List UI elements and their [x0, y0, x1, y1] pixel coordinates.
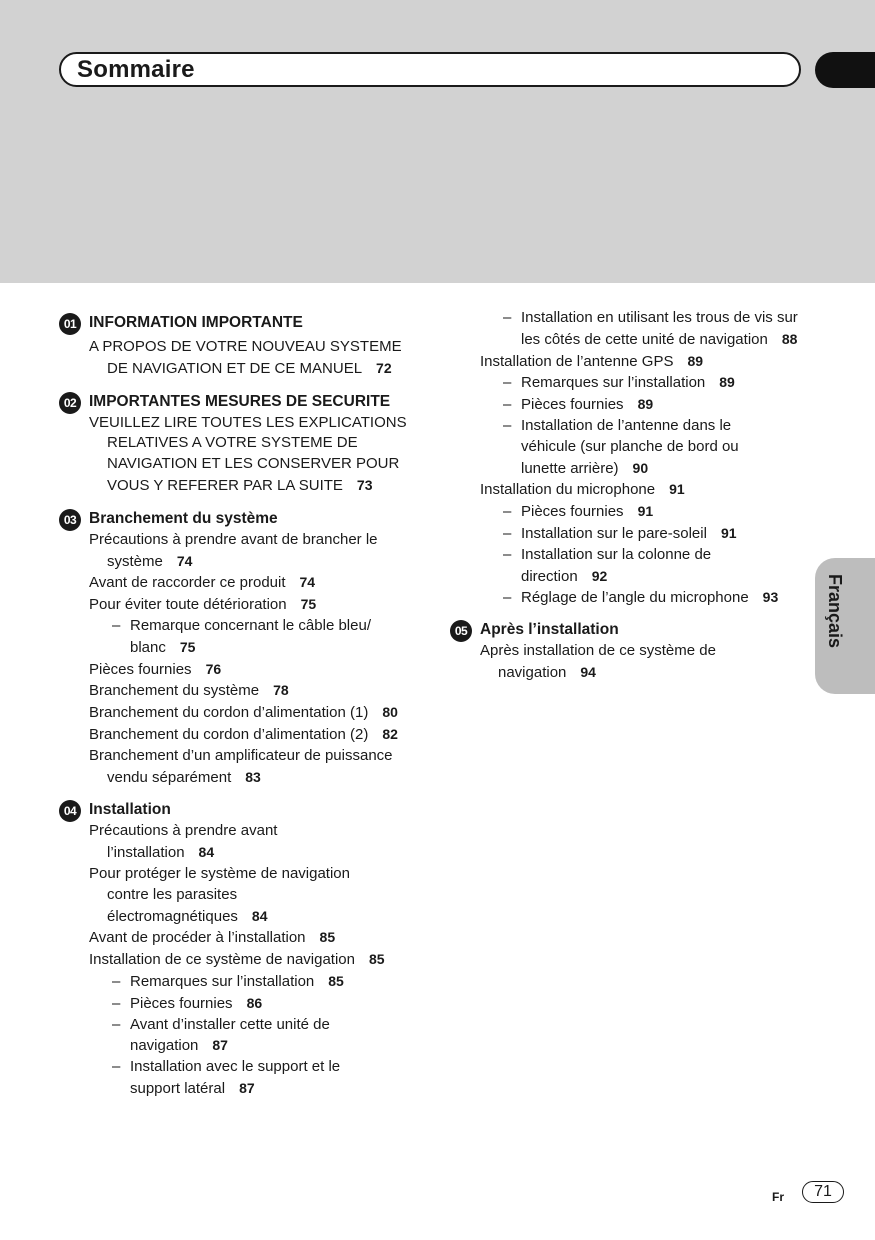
toc-subentry[interactable] — [480, 416, 810, 479]
entry-page: 91 — [669, 481, 685, 498]
dash-marker: – — [503, 589, 512, 607]
entry-text: Pièces fournies — [130, 994, 233, 1012]
entry-page: 90 — [632, 459, 649, 476]
entry-page: 89 — [719, 374, 735, 391]
section-number-badge: 01 — [59, 313, 81, 335]
entry-text: Après installation de ce système de navigation — [480, 642, 716, 681]
dash-marker: – — [503, 396, 512, 414]
toc-section-02 — [59, 391, 419, 497]
entry-page: 84 — [251, 907, 268, 924]
dash-marker: – — [112, 972, 121, 990]
entry-page: 78 — [273, 682, 289, 699]
dash-marker: – — [503, 545, 512, 563]
section-title: Installation — [89, 801, 171, 819]
page-number: 71 — [802, 1181, 844, 1203]
entry-text: Installation sur la colonne de direction — [521, 545, 712, 585]
entry-page: 94 — [580, 663, 596, 680]
entry-text: Avant de procéder à l’installation — [89, 929, 306, 947]
dash-marker: – — [112, 1015, 121, 1033]
entry-page: 83 — [245, 768, 261, 785]
entry-text: Installation du microphone — [480, 481, 656, 499]
section-title: INFORMATION IMPORTANTE — [89, 314, 303, 331]
entry-page: 85 — [319, 929, 336, 946]
dash-marker: – — [112, 616, 121, 634]
entry-page: 80 — [382, 704, 398, 721]
entry-text: Installation de l’antenne GPS — [480, 352, 674, 370]
toc-entry[interactable] — [89, 659, 419, 681]
entry-text: Pour protéger le système de navigation contre les parasites électromagnétiques — [89, 864, 350, 925]
toc-subentry[interactable] — [89, 1057, 419, 1100]
entry-page: 89 — [637, 396, 654, 413]
entry-page: 72 — [376, 359, 392, 376]
toc-section-05 — [450, 619, 810, 684]
toc-entry[interactable] — [89, 680, 419, 702]
toc-entry[interactable] — [89, 530, 419, 573]
toc-entry[interactable] — [480, 479, 810, 501]
toc-entry[interactable] — [89, 927, 419, 949]
entry-text: A PROPOS DE VOTRE NOUVEAU SYSTEME DE NAVIGATION ET DE CE MANUEL — [89, 338, 402, 377]
dash-marker: – — [503, 416, 512, 434]
entry-page: 85 — [328, 972, 344, 989]
toc-entry[interactable] — [89, 413, 419, 497]
entry-text: Branchement du système — [89, 682, 260, 700]
toc-subentry[interactable] — [480, 308, 810, 351]
entry-page: 91 — [720, 524, 737, 541]
toc-subentry[interactable] — [89, 971, 419, 993]
toc-subentry[interactable] — [480, 501, 810, 523]
title-tab — [815, 52, 875, 88]
entry-text: VEUILLEZ LIRE TOUTES LES EXPLICATIONS RELATIVES A VOTRE SYSTEME DE NAVIGATION ET LES CONSERVER POUR VOUS Y REFERER PAR LA SUITE — [89, 413, 407, 494]
entry-text: Installation de ce système de navigation — [89, 951, 355, 969]
entry-text: Installation de l’antenne dans le véhicule (sur planche de bord ou lunette arrière) — [521, 416, 739, 477]
entry-text: Précautions à prendre avant l’installation — [89, 822, 278, 862]
entry-page: 74 — [299, 574, 316, 591]
dash-marker: – — [112, 1058, 121, 1076]
entry-text: Pièces fournies — [521, 503, 624, 521]
entry-text: Branchement du cordon d’alimentation (2) — [89, 725, 369, 743]
toc-entry[interactable] — [480, 351, 810, 373]
entry-page: 74 — [176, 552, 193, 569]
entry-page: 86 — [246, 994, 263, 1011]
toc-section-01 — [59, 312, 419, 380]
entry-page: 87 — [212, 1037, 228, 1054]
entry-page: 87 — [239, 1079, 255, 1096]
header-band — [0, 0, 875, 283]
dash-marker: – — [503, 309, 512, 326]
page-title: Sommaire — [77, 56, 195, 83]
entry-text: Installation avec le support et le support latéral — [130, 1058, 341, 1097]
entry-text: Installation en utilisant les trous de vis sur les côtés de cette unité de navigation — [521, 309, 798, 348]
section-number-badge: 02 — [59, 392, 81, 414]
entry-page: 76 — [205, 660, 222, 677]
toc-subentry[interactable] — [480, 372, 810, 394]
dash-marker: – — [503, 374, 512, 392]
dash-marker: – — [112, 994, 121, 1012]
entry-page: 75 — [179, 638, 196, 655]
toc-section-04 — [59, 799, 419, 1099]
entry-page: 75 — [300, 596, 317, 613]
entry-page: 88 — [781, 330, 798, 347]
toc-subentry[interactable] — [480, 523, 810, 545]
toc-entry[interactable] — [480, 641, 810, 684]
section-number-badge: 03 — [59, 509, 81, 531]
entry-page: 85 — [369, 951, 385, 968]
toc-subentry[interactable] — [89, 1015, 419, 1058]
dash-marker: – — [503, 503, 512, 521]
toc-left-column — [59, 312, 419, 1100]
entry-page: 93 — [762, 589, 779, 606]
section-number-badge: 05 — [450, 620, 472, 642]
footer-language-code: Fr — [772, 1190, 784, 1204]
entry-text: Branchement d’un amplificateur de puissance vendu séparément — [89, 746, 393, 786]
toc-subentry[interactable] — [89, 993, 419, 1015]
toc-section-03 — [59, 508, 419, 789]
toc-entry[interactable] — [89, 724, 419, 746]
toc-right-column — [450, 308, 810, 684]
entry-text: Pour éviter toute détérioration — [89, 596, 287, 614]
entry-text: Remarques sur l’installation — [521, 374, 706, 392]
entry-page: 91 — [637, 503, 654, 520]
toc-entry[interactable] — [89, 864, 419, 927]
toc-entry[interactable] — [89, 702, 419, 724]
entry-page: 92 — [591, 567, 608, 584]
toc-subentry[interactable] — [480, 394, 810, 416]
toc-subentry[interactable] — [89, 616, 419, 659]
toc-entry[interactable] — [89, 572, 419, 594]
entry-page: 82 — [382, 725, 398, 742]
entry-text: Réglage de l’angle du microphone — [521, 589, 749, 607]
entry-text: Précautions à prendre avant de brancher le système — [89, 530, 378, 570]
entry-text: Pièces fournies — [89, 660, 192, 678]
toc-entry[interactable] — [89, 594, 419, 616]
toc-entry[interactable] — [89, 949, 419, 971]
section-title: Branchement du système — [89, 509, 278, 527]
toc-entry[interactable] — [89, 821, 419, 864]
toc-subentry[interactable] — [480, 545, 810, 588]
entry-text: Remarque concernant le câble bleu/ blanc — [130, 616, 371, 656]
entry-text: Avant de raccorder ce produit — [89, 574, 286, 592]
toc-section-04-continued — [450, 308, 810, 609]
section-title: Après l’installation — [480, 621, 619, 639]
entry-page: 73 — [356, 476, 373, 493]
section-number-badge: 04 — [59, 800, 81, 822]
section-title: IMPORTANTES MESURES DE SECURITE — [89, 392, 391, 410]
entry-text: Installation sur le pare-soleil — [521, 524, 707, 542]
toc-entry[interactable] — [89, 746, 419, 789]
language-label: Français — [825, 574, 845, 649]
entry-page: 89 — [687, 352, 704, 369]
entry-text: Remarques sur l’installation — [130, 972, 315, 990]
title-bar — [59, 52, 801, 87]
toc-subentry[interactable] — [480, 587, 810, 609]
entry-page: 84 — [198, 844, 215, 861]
entry-text: Avant d’installer cette unité de navigation — [130, 1015, 330, 1055]
entry-text: Pièces fournies — [521, 396, 624, 414]
entry-text: Branchement du cordon d’alimentation (1) — [89, 704, 369, 722]
dash-marker: – — [503, 524, 512, 542]
toc-entry[interactable] — [89, 337, 419, 380]
